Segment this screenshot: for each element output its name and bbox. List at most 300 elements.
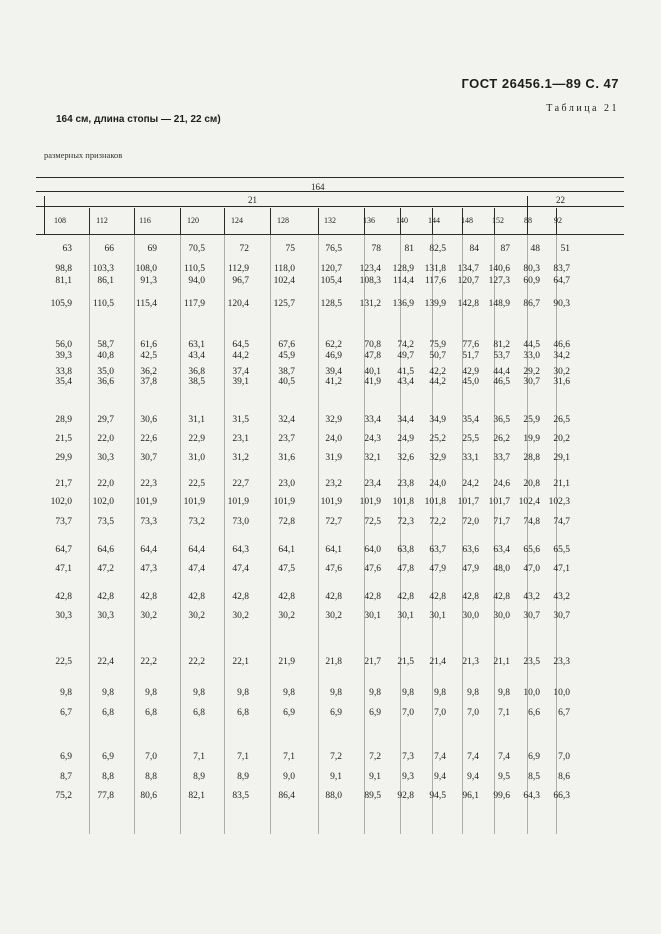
table-cell: 74,8: [523, 517, 540, 527]
table-cell: 21,3: [462, 657, 479, 667]
table-cell: 115,4: [135, 299, 157, 309]
table-cell: 31,0: [188, 453, 205, 463]
table-cell: 86,4: [278, 791, 295, 801]
table-cell: 65,5: [553, 545, 570, 555]
group-foot-21-label: 21: [248, 195, 257, 205]
table-cell: 7,0: [558, 752, 570, 762]
table-cell: 131,2: [359, 299, 381, 309]
table-cell: 23,1: [232, 434, 249, 444]
table-cell: 22,6: [140, 434, 157, 444]
table-cell: 30,7: [523, 377, 540, 387]
table-cell: 42,8: [397, 592, 414, 602]
table-cell: 67,6: [278, 340, 295, 350]
table-cell: 31,6: [278, 453, 295, 463]
table-cell: 73,5: [97, 517, 114, 527]
table-cell: 42,8: [462, 592, 479, 602]
column-header: 152: [492, 216, 504, 225]
table-cell: 8,5: [528, 772, 540, 782]
table-cell: 64,6: [97, 545, 114, 555]
group-height-label: 164: [311, 182, 325, 192]
table-cell: 42,8: [493, 592, 510, 602]
table-cell: 120,7: [457, 276, 479, 286]
table-cell: 20,8: [523, 479, 540, 489]
table-cell: 128,9: [392, 264, 414, 274]
table-cell: 6,9: [102, 752, 114, 762]
table-cell: 102,4: [518, 497, 540, 507]
table-cell: 37,8: [140, 377, 157, 387]
table-cell: 7,4: [467, 752, 479, 762]
table-cell: 84: [469, 244, 479, 254]
table-cell: 6,8: [102, 708, 114, 718]
table-cell: 64,3: [232, 545, 249, 555]
table-cell: 101,9: [227, 497, 249, 507]
table-cell: 24,2: [462, 479, 479, 489]
table-cell: 9,8: [193, 688, 205, 698]
table-cell: 8,6: [558, 772, 570, 782]
table-cell: 30,1: [397, 611, 414, 621]
table-cell: 94,0: [188, 276, 205, 286]
table-cell: 7,0: [434, 708, 446, 718]
table-cell: 82,5: [429, 244, 446, 254]
table-cell: 9,8: [434, 688, 446, 698]
table-cell: 80,3: [523, 264, 540, 274]
table-cell: 63,1: [188, 340, 205, 350]
table-cell: 10,0: [523, 688, 540, 698]
table-cell: 92,8: [397, 791, 414, 801]
column-divider: [134, 234, 135, 834]
table-cell: 142,8: [457, 299, 479, 309]
column-header: 116: [139, 216, 151, 225]
table-cell: 64,1: [278, 545, 295, 555]
table-cell: 6,7: [558, 708, 570, 718]
column-divider: [180, 234, 181, 834]
table-cell: 44,4: [493, 367, 510, 377]
table-cell: 21,1: [553, 479, 570, 489]
table-cell: 128,5: [320, 299, 342, 309]
table-cell: 46,9: [325, 351, 342, 361]
table-cell: 94,5: [429, 791, 446, 801]
table-cell: 74,2: [397, 340, 414, 350]
table-cell: 7,1: [498, 708, 510, 718]
table-cell: 21,7: [55, 479, 72, 489]
table-cell: 6,9: [369, 708, 381, 718]
column-header: 120: [187, 216, 199, 225]
table-cell: 101,8: [424, 497, 446, 507]
table-cell: 42,8: [429, 592, 446, 602]
table-cell: 96,1: [462, 791, 479, 801]
table-cell: 42,5: [140, 351, 157, 361]
table-cell: 47,5: [278, 564, 295, 574]
table-cell: 10,0: [553, 688, 570, 698]
table-cell: 23,4: [364, 479, 381, 489]
table-cell: 64,4: [188, 545, 205, 555]
table-cell: 81,2: [493, 340, 510, 350]
table-cell: 21,5: [397, 657, 414, 667]
table-cell: 9,4: [434, 772, 446, 782]
table-cell: 25,5: [462, 434, 479, 444]
table-cell: 83,7: [553, 264, 570, 274]
table-cell: 73,2: [188, 517, 205, 527]
table-cell: 7,3: [402, 752, 414, 762]
table-cell: 9,4: [467, 772, 479, 782]
table-cell: 39,4: [325, 367, 342, 377]
table-cell: 139,9: [424, 299, 446, 309]
column-divider: [556, 234, 557, 834]
table-cell: 37,4: [232, 367, 249, 377]
table-cell: 22,4: [97, 657, 114, 667]
table-cell: 26,2: [493, 434, 510, 444]
table-cell: 23,8: [397, 479, 414, 489]
group-foot-22-label: 22: [556, 195, 565, 205]
table-cell: 61,6: [140, 340, 157, 350]
table-cell: 35,4: [55, 377, 72, 387]
table-cell: 9,8: [467, 688, 479, 698]
table-cell: 51: [560, 244, 570, 254]
table-cell: 77,8: [97, 791, 114, 801]
table-cell: 31,5: [232, 415, 249, 425]
table-cell: 114,4: [392, 276, 414, 286]
table-cell: 30,2: [188, 611, 205, 621]
column-divider: [89, 234, 90, 834]
table-cell: 47,4: [188, 564, 205, 574]
column-header: 128: [277, 216, 289, 225]
table-cell: 72,3: [397, 517, 414, 527]
table-cell: 34,4: [397, 415, 414, 425]
table-cell: 36,6: [97, 377, 114, 387]
table-cell: 22,3: [140, 479, 157, 489]
table-cell: 30,1: [364, 611, 381, 621]
column-divider: [224, 234, 225, 834]
table-cell: 31,2: [232, 453, 249, 463]
table-cell: 24,0: [429, 479, 446, 489]
table-cell: 41,5: [397, 367, 414, 377]
table-cell: 24,9: [397, 434, 414, 444]
table-cell: 30,6: [140, 415, 157, 425]
table-cell: 6,6: [528, 708, 540, 718]
table-cell: 40,8: [97, 351, 114, 361]
table-cell: 6,9: [528, 752, 540, 762]
table-cell: 9,8: [102, 688, 114, 698]
table-cell: 148,9: [488, 299, 510, 309]
standard-reference: ГОСТ 26456.1—89 С. 47: [461, 76, 619, 91]
table-cell: 9,1: [330, 772, 342, 782]
column-header: 148: [461, 216, 473, 225]
table-cell: 90,3: [553, 299, 570, 309]
table-cell: 6,7: [60, 708, 72, 718]
table-cell: 6,9: [330, 708, 342, 718]
column-header: 108: [54, 216, 66, 225]
table-cell: 41,9: [364, 377, 381, 387]
rule-group: [36, 191, 624, 192]
rule-top: [36, 177, 624, 178]
table-cell: 76,5: [325, 244, 342, 254]
table-cell: 83,5: [232, 791, 249, 801]
column-divider: [527, 234, 528, 834]
column-header: 88: [524, 216, 532, 225]
table-cell: 6,8: [145, 708, 157, 718]
table-cell: 8,8: [102, 772, 114, 782]
table-cell: 40,5: [278, 377, 295, 387]
table-cell: 30,7: [140, 453, 157, 463]
table-cell: 64,7: [55, 545, 72, 555]
table-cell: 22,7: [232, 479, 249, 489]
table-cell: 26,5: [553, 415, 570, 425]
table-cell: 7,4: [498, 752, 510, 762]
table-cell: 72,7: [325, 517, 342, 527]
table-cell: 9,8: [330, 688, 342, 698]
table-cell: 66: [104, 244, 114, 254]
table-cell: 44,2: [232, 351, 249, 361]
table-cell: 7,0: [402, 708, 414, 718]
table-cell: 22,2: [188, 657, 205, 667]
table-cell: 19,9: [523, 434, 540, 444]
table-cell: 22,9: [188, 434, 205, 444]
table-cell: 63,8: [397, 545, 414, 555]
column-divider: [462, 234, 463, 834]
column-header: 132: [324, 216, 336, 225]
table-cell: 66,3: [553, 791, 570, 801]
table-cell: 21,4: [429, 657, 446, 667]
table-cell: 58,7: [97, 340, 114, 350]
table-cell: 60,9: [523, 276, 540, 286]
table-cell: 101,9: [359, 497, 381, 507]
table-cell: 6,9: [283, 708, 295, 718]
table-cell: 125,7: [273, 299, 295, 309]
column-header: 124: [231, 216, 243, 225]
table-cell: 51,7: [462, 351, 479, 361]
table-cell: 30,7: [553, 611, 570, 621]
table-cell: 47,9: [462, 564, 479, 574]
table-cell: 28,8: [523, 453, 540, 463]
table-cell: 24,3: [364, 434, 381, 444]
table-cell: 43,4: [397, 377, 414, 387]
column-header: 144: [428, 216, 440, 225]
table-cell: 108,3: [359, 276, 381, 286]
table-cell: 33,4: [364, 415, 381, 425]
table-cell: 40,1: [364, 367, 381, 377]
table-cell: 74,7: [553, 517, 570, 527]
table-cell: 53,7: [493, 351, 510, 361]
table-cell: 47,9: [429, 564, 446, 574]
table-cell: 29,2: [523, 367, 540, 377]
table-cell: 23,0: [278, 479, 295, 489]
table-cell: 30,3: [55, 611, 72, 621]
table-cell: 44,5: [523, 340, 540, 350]
table-cell: 63,4: [493, 545, 510, 555]
table-cell: 99,6: [493, 791, 510, 801]
table-cell: 29,7: [97, 415, 114, 425]
table-cell: 20,2: [553, 434, 570, 444]
table-cell: 73,7: [55, 517, 72, 527]
table-cell: 7,1: [283, 752, 295, 762]
table-cell: 39,1: [232, 377, 249, 387]
table-cell: 78: [371, 244, 381, 254]
table-cell: 30,0: [462, 611, 479, 621]
table-cell: 102,0: [50, 497, 72, 507]
table-cell: 43,4: [188, 351, 205, 361]
table-cell: 23,5: [523, 657, 540, 667]
table-cell: 70,8: [364, 340, 381, 350]
table-cell: 9,8: [145, 688, 157, 698]
table-cell: 22,2: [140, 657, 157, 667]
table-cell: 46,5: [493, 377, 510, 387]
table-cell: 63: [62, 244, 72, 254]
table-cell: 43,2: [553, 592, 570, 602]
table-cell: 32,6: [397, 453, 414, 463]
table-cell: 56,0: [55, 340, 72, 350]
table-cell: 30,2: [325, 611, 342, 621]
table-cell: 31,6: [553, 377, 570, 387]
table-cell: 101,9: [320, 497, 342, 507]
table-cell: 29,1: [553, 453, 570, 463]
column-divider: [318, 234, 319, 834]
table-cell: 21,7: [364, 657, 381, 667]
rule-head-bottom: [36, 234, 624, 235]
table-cell: 30,2: [232, 611, 249, 621]
table-cell: 47,8: [364, 351, 381, 361]
column-header: 140: [396, 216, 408, 225]
table-cell: 75,9: [429, 340, 446, 350]
table-cell: 101,9: [135, 497, 157, 507]
table-cell: 64,0: [364, 545, 381, 555]
table-cell: 41,2: [325, 377, 342, 387]
table-cell: 9,5: [498, 772, 510, 782]
table-cell: 36,2: [140, 367, 157, 377]
table-cell: 25,9: [523, 415, 540, 425]
table-cell: 9,8: [237, 688, 249, 698]
table-cell: 33,7: [493, 453, 510, 463]
table-cell: 87: [500, 244, 510, 254]
table-cell: 73,3: [140, 517, 157, 527]
table-cell: 105,4: [320, 276, 342, 286]
table-cell: 30,2: [278, 611, 295, 621]
table-cell: 42,8: [140, 592, 157, 602]
table-cell: 123,4: [359, 264, 381, 274]
header-divider: [527, 196, 528, 234]
table-cell: 42,8: [97, 592, 114, 602]
column-divider: [494, 234, 495, 834]
table-cell: 30,2: [553, 367, 570, 377]
table-cell: 30,1: [429, 611, 446, 621]
table-cell: 23,7: [278, 434, 295, 444]
table-cell: 35,0: [97, 367, 114, 377]
table-cell: 6,8: [237, 708, 249, 718]
table-cell: 86,7: [523, 299, 540, 309]
table-cell: 47,0: [523, 564, 540, 574]
table-cell: 43,2: [523, 592, 540, 602]
table-cell: 64,4: [140, 545, 157, 555]
table-cell: 105,9: [50, 299, 72, 309]
table-cell: 29,9: [55, 453, 72, 463]
table-cell: 117,6: [424, 276, 446, 286]
table-cell: 47,8: [397, 564, 414, 574]
table-cell: 9,0: [283, 772, 295, 782]
column-divider: [432, 234, 433, 834]
table-cell: 33,8: [55, 367, 72, 377]
table-cell: 9,8: [498, 688, 510, 698]
table-cell: 8,8: [145, 772, 157, 782]
table-cell: 21,1: [493, 657, 510, 667]
column-header: 112: [96, 216, 108, 225]
table-cell: 47,3: [140, 564, 157, 574]
table-cell: 102,4: [273, 276, 295, 286]
table-cell: 101,9: [183, 497, 205, 507]
table-cell: 9,8: [283, 688, 295, 698]
table-cell: 117,9: [183, 299, 205, 309]
table-cell: 7,2: [330, 752, 342, 762]
table-cell: 110,5: [183, 264, 205, 274]
table-cell: 72,2: [429, 517, 446, 527]
table-cell: 36,8: [188, 367, 205, 377]
table-cell: 112,9: [227, 264, 249, 274]
table-cell: 34,9: [429, 415, 446, 425]
table-cell: 42,8: [55, 592, 72, 602]
table-cell: 30,0: [493, 611, 510, 621]
header-divider: [44, 196, 45, 234]
table-cell: 80,6: [140, 791, 157, 801]
table-cell: 21,5: [55, 434, 72, 444]
table-cell: 75: [285, 244, 295, 254]
table-cell: 22,0: [97, 479, 114, 489]
table-cell: 81,1: [55, 276, 72, 286]
table-cell: 32,9: [325, 415, 342, 425]
table-cell: 47,1: [553, 564, 570, 574]
table-cell: 72,5: [364, 517, 381, 527]
table-cell: 103,3: [92, 264, 114, 274]
table-cell: 22,5: [188, 479, 205, 489]
table-cell: 64,3: [523, 791, 540, 801]
table-cell: 120,4: [227, 299, 249, 309]
table-cell: 42,8: [278, 592, 295, 602]
table-cell: 31,1: [188, 415, 205, 425]
table-cell: 30,3: [97, 611, 114, 621]
table-cell: 42,8: [364, 592, 381, 602]
table-cell: 88,0: [325, 791, 342, 801]
table-cell: 46,6: [553, 340, 570, 350]
table-cell: 42,8: [325, 592, 342, 602]
table-cell: 38,5: [188, 377, 205, 387]
table-cell: 48: [530, 244, 540, 254]
table-cell: 64,1: [325, 545, 342, 555]
table-cell: 42,8: [232, 592, 249, 602]
table-cell: 101,9: [273, 497, 295, 507]
table-cell: 9,8: [60, 688, 72, 698]
table-cell: 8,7: [60, 772, 72, 782]
table-cell: 101,7: [457, 497, 479, 507]
table-cell: 101,7: [488, 497, 510, 507]
table-cell: 101,8: [392, 497, 414, 507]
table-cell: 70,5: [188, 244, 205, 254]
table-cell: 24,6: [493, 479, 510, 489]
table-cell: 89,5: [364, 791, 381, 801]
table-cell: 9,8: [369, 688, 381, 698]
rule-foot: [36, 206, 624, 207]
table-cell: 96,7: [232, 276, 249, 286]
table-cell: 22,5: [55, 657, 72, 667]
table-label: Таблица 21: [546, 103, 619, 114]
column-header: 92: [554, 216, 562, 225]
table-cell: 72,8: [278, 517, 295, 527]
table-cell: 118,0: [273, 264, 295, 274]
table-cell: 63,7: [429, 545, 446, 555]
column-divider: [270, 234, 271, 834]
table-subheading: размерных признаков: [44, 150, 123, 160]
table-cell: 50,7: [429, 351, 446, 361]
table-cell: 35,4: [462, 415, 479, 425]
table-cell: 75,2: [55, 791, 72, 801]
table-cell: 7,2: [369, 752, 381, 762]
table-cell: 9,8: [402, 688, 414, 698]
